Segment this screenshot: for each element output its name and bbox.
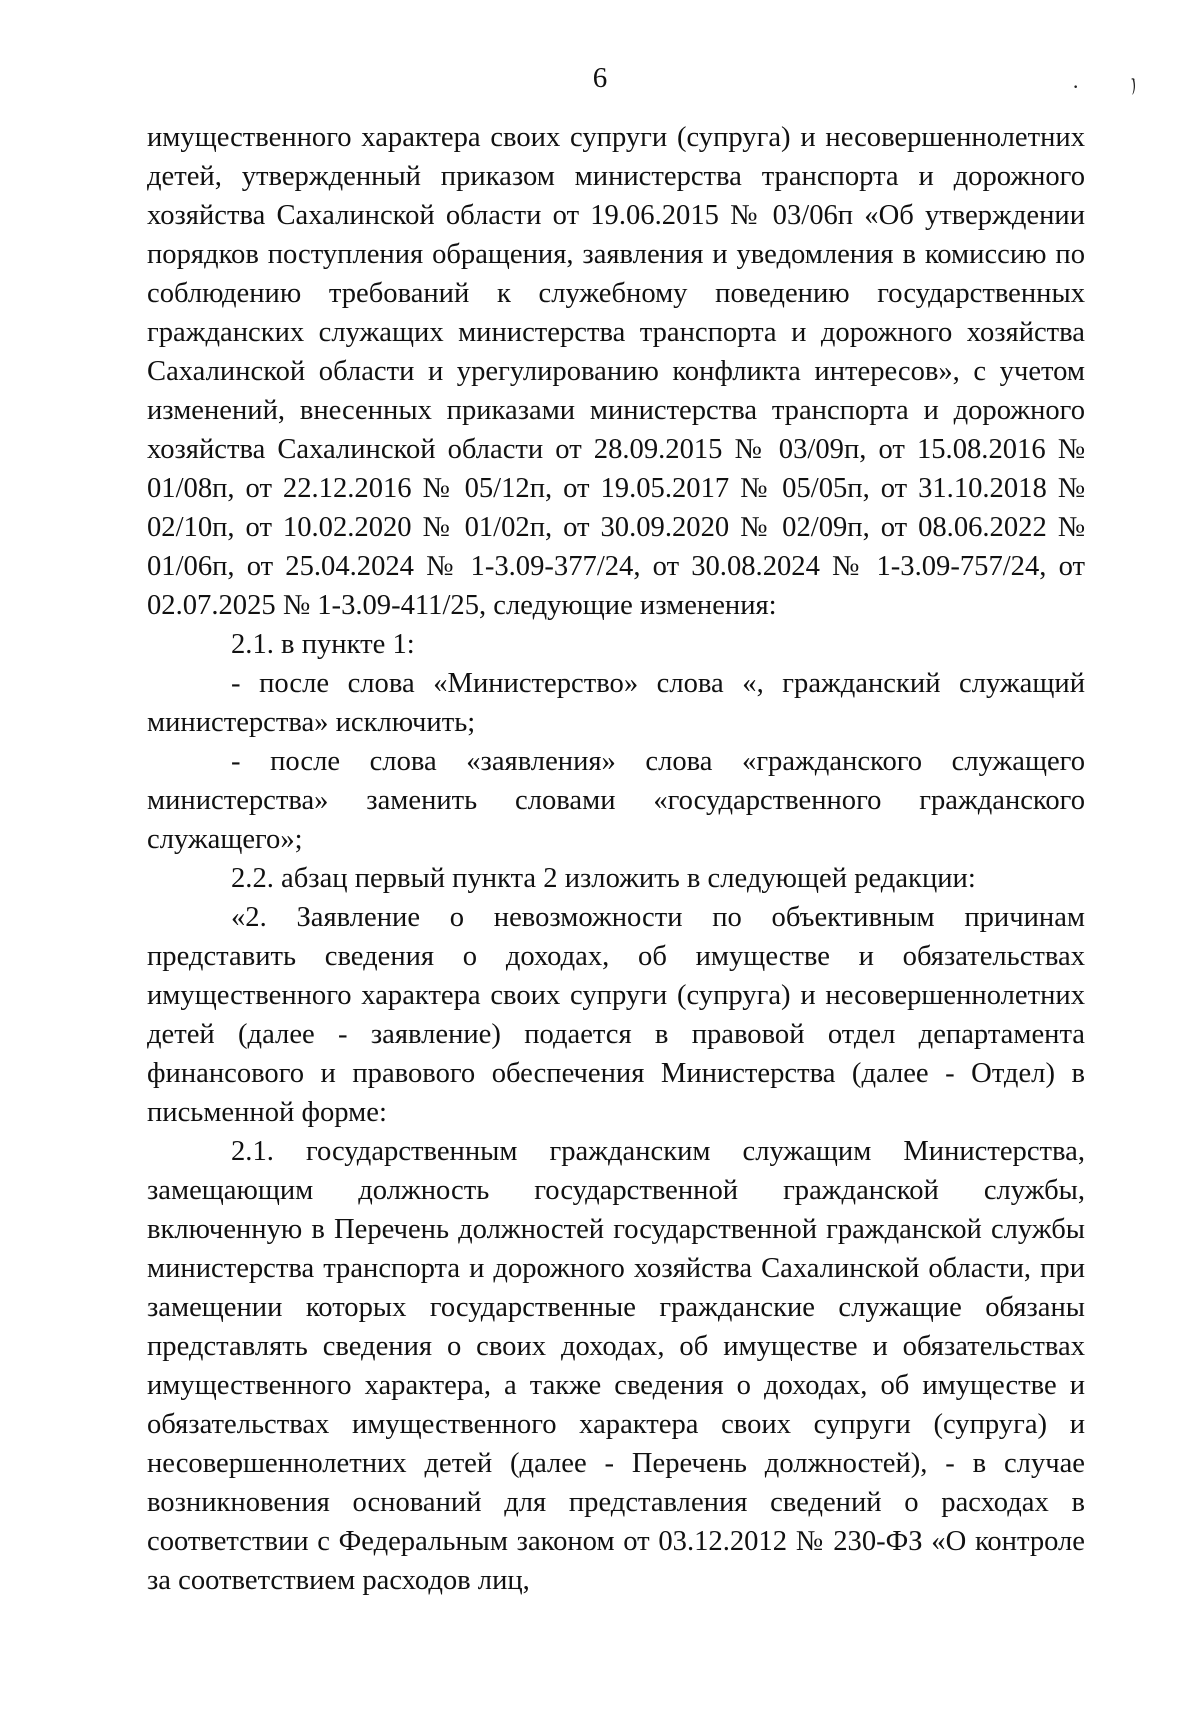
scan-tick-mark: ﾉ bbox=[1124, 74, 1144, 99]
paragraph-dash-1: - после слова «Министерство» слова «, гражданский служащий министерства» исключить; bbox=[147, 668, 1085, 738]
paragraph-continuation: имущественного характера своих супруги (супруга) и несовершеннолетних детей, утвержденный приказом министерства транспорта и дорожного хозяйства Сахалинской области от 19.06.2015 № 03/06п «Об утверждении порядков поступления обращения, заявления и уведомления в комиссию по соблюдению требований к служебному поведению государственных гражданских служащих министерства транспорта и дорожного хозяйства Сахалинской области и урегулированию конфликта интересов», с учетом изменений, внесенных приказами министерства транспорта и дорожного хозяйства Сахалинской области от 28.09.2015 № 03/09п, от 15.08.2016 № 01/08п, от 22.12.2016 № 05/12п, от 19.05.2017 № 05/05п, от 31.10.2018 № 02/10п, от 10.02.2020 № 01/02п, от 30.09.2020 № 02/09п, от 08.06.2022 № 01/06п, от 25.04.2024 № 1-3.09-377/24, от 30.08.2024 № 1-3.09-757/24, от 02.07.2025 № 1-3.09-411/25, следующие изменения: bbox=[147, 122, 1085, 621]
paragraph-item-2-2: 2.2. абзац первый пункта 2 изложить в следующей редакции: bbox=[231, 863, 976, 894]
paragraph-quoted-2: «2. Заявление о невозможности по объективным причинам представить сведения о доходах, об имуществе и обязательствах имущественного характера своих супруги (супруга) и несовершеннолетних детей (далее - заявление) подается в правовой отдел департамента финансового и правового обеспечения Министерства (далее - Отдел) в письменной форме: bbox=[147, 902, 1085, 1128]
paragraph-item-2-1: 2.1. в пункте 1: bbox=[231, 629, 415, 660]
page-number: 6 bbox=[592, 62, 608, 94]
paragraph-quoted-2-1: 2.1. государственным гражданским служащим Министерства, замещающим должность государственной гражданской службы, включенную в Перечень должностей государственной гражданской службы министерства транспорта и дорожного хозяйства Сахалинской области, при замещении которых государственные гражданские служащие обязаны представлять сведения о своих доходах, об имуществе и обязательствах имущественного характера, а также сведения о доходах, об имуществе и обязательствах имущественного характера своих супруги (супруга) и несовершеннолетних детей (далее - Перечень должностей), - в случае возникновения оснований для представления сведений о расходах в соответствии с Федеральным законом от 03.12.2012 № 230-ФЗ «О контроле за соответствием расходов лиц, bbox=[147, 1136, 1085, 1596]
paragraph-dash-2: - после слова «заявления» слова «гражданского служащего министерства» заменить словами «государственного гражданского служащего»; bbox=[147, 746, 1085, 855]
document-body bbox=[147, 118, 1085, 1600]
scan-dot-mark: · bbox=[1072, 74, 1080, 99]
